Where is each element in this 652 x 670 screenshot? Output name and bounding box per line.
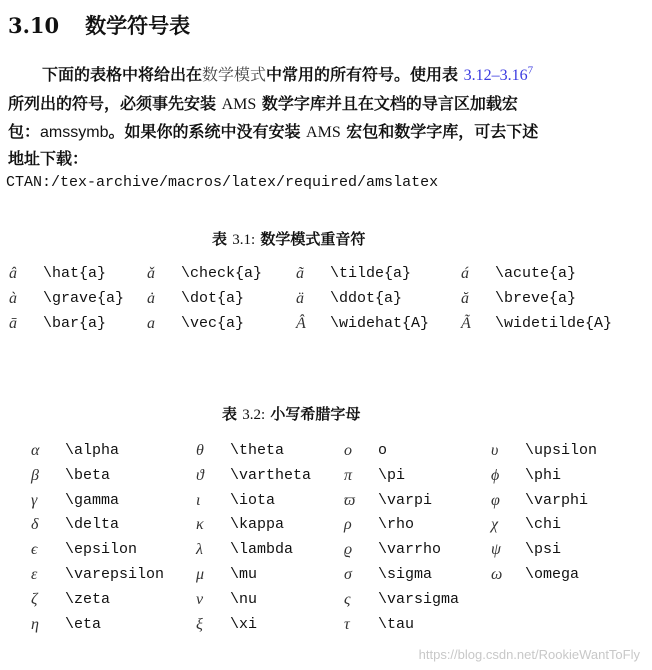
caption-number: 3.2:: [242, 407, 266, 423]
symbol-glyph: π: [344, 466, 353, 484]
latex-command: \varsigma: [378, 590, 460, 608]
latex-command: \alpha: [65, 442, 120, 459]
symbol-glyph: ς: [344, 590, 351, 608]
caption-title: 数学模式重音符: [255, 230, 366, 248]
text: 中常用的所有符号。使用表: [266, 65, 464, 84]
latex-command: \check{a}: [181, 265, 263, 282]
latex-command: \widetilde{A}: [495, 315, 613, 332]
caption-prefix: 表: [212, 230, 233, 248]
latex-command: \dot{a}: [181, 290, 245, 307]
symbol-glyph: η: [31, 615, 39, 633]
latex-command: \varphi: [525, 491, 589, 509]
symbol-glyph: ä: [296, 290, 304, 307]
latex-command: \chi: [525, 516, 562, 534]
paragraph-line-3: [8, 119, 538, 142]
latex-command: \rho: [378, 516, 415, 534]
latex-command: \lambda: [230, 541, 294, 559]
symbol-glyph: β: [31, 466, 39, 484]
section-heading: [8, 10, 190, 40]
symbol-glyph: á: [461, 265, 469, 282]
symbol-glyph: ã: [296, 265, 304, 282]
ctan-path: CTAN:/tex-archive/macros/latex/required/amslatex: [6, 174, 439, 191]
symbol-glyph: ă: [461, 290, 469, 307]
symbol-glyph: χ: [491, 516, 499, 534]
symbol-glyph: a⃗: [147, 315, 168, 332]
latex-command: \acute{a}: [495, 265, 577, 282]
paragraph-line-1: [42, 62, 533, 85]
package-name: amssymb: [40, 124, 109, 141]
symbol-glyph: ϕ: [491, 466, 500, 484]
symbol-glyph: o: [344, 442, 352, 459]
symbol-glyph: ζ: [31, 590, 38, 608]
latex-command: \pi: [378, 466, 406, 484]
ams-text: AMS: [306, 124, 341, 141]
text: 包：: [8, 122, 41, 141]
symbol-glyph: θ: [196, 442, 204, 459]
symbol-glyph: μ: [196, 566, 205, 583]
latex-command: o: [378, 442, 388, 459]
latex-command: \kappa: [230, 516, 285, 534]
symbol-glyph: σ: [344, 566, 352, 583]
latex-command: \varpi: [378, 491, 433, 509]
ams-text: AMS: [221, 96, 257, 113]
latex-command: \tau: [378, 615, 415, 633]
symbol-glyph: γ: [31, 491, 38, 509]
latex-command: \psi: [525, 541, 562, 559]
latex-command: \omega: [525, 566, 580, 583]
symbol-glyph: κ: [196, 516, 204, 534]
symbol-glyph: ι: [196, 491, 201, 509]
latex-command: \delta: [65, 516, 120, 534]
symbol-glyph: ρ: [344, 516, 352, 534]
latex-command: \nu: [230, 590, 258, 608]
symbol-glyph: ψ: [491, 541, 501, 559]
latex-command: \gamma: [65, 491, 120, 509]
symbol-glyph: φ: [491, 491, 500, 509]
latex-command: \upsilon: [525, 442, 598, 459]
latex-command: \mu: [230, 566, 258, 583]
latex-command: \varrho: [378, 541, 442, 559]
symbol-glyph: υ: [491, 442, 499, 459]
latex-command: \beta: [65, 466, 111, 484]
symbol-glyph: ϱ: [344, 541, 353, 559]
symbol-glyph: Â: [296, 315, 306, 332]
symbol-glyph: â: [9, 265, 17, 282]
latex-command: \varepsilon: [65, 566, 165, 583]
caption-prefix: 表: [222, 405, 243, 423]
latex-command: \ddot{a}: [330, 290, 403, 307]
symbol-glyph: à: [9, 290, 17, 307]
emphasis-text: 数学模式: [202, 65, 267, 84]
latex-command: \breve{a}: [495, 290, 577, 307]
latex-command: \eta: [65, 615, 102, 633]
symbol-glyph: α: [31, 442, 40, 459]
symbol-glyph: Ã: [461, 315, 471, 332]
text: 数学字库并且在文档的导言区加载宏: [256, 94, 518, 113]
symbol-glyph: ā: [9, 315, 17, 332]
latex-command: \widehat{A}: [330, 315, 430, 332]
symbol-glyph: ϖ: [344, 491, 356, 509]
latex-command: \zeta: [65, 590, 111, 608]
latex-command: \vartheta: [230, 466, 312, 484]
latex-command: \theta: [230, 442, 285, 459]
paragraph-line-4: 地址下载：: [8, 149, 89, 168]
latex-command: \hat{a}: [43, 265, 107, 282]
latex-command: \epsilon: [65, 541, 138, 559]
table-reference-link[interactable]: 3.12–3.16: [463, 67, 528, 84]
symbol-glyph: δ: [31, 516, 39, 534]
text: 宏包和数学字库，可去下述: [340, 122, 539, 141]
caption-title: 小写希腊字母: [265, 405, 361, 423]
caption-number: 3.1:: [232, 232, 256, 248]
symbol-glyph: ν: [196, 590, 204, 608]
watermark: https://blog.csdn.net/RookieWantToFly: [418, 647, 640, 662]
symbol-glyph: ȧ: [147, 290, 155, 307]
symbol-glyph: ǎ: [147, 265, 155, 282]
latex-command: \grave{a}: [43, 290, 125, 307]
section-number: 3.10: [8, 13, 60, 38]
symbol-glyph: ε: [31, 566, 38, 583]
footnote-link[interactable]: 7: [527, 64, 534, 77]
symbol-glyph: ω: [491, 566, 503, 583]
symbol-glyph: τ: [344, 615, 350, 633]
latex-command: \tilde{a}: [330, 265, 412, 282]
table-3-1-caption: [212, 228, 365, 249]
symbol-glyph: ξ: [196, 615, 203, 633]
section-title: 数学符号表: [85, 13, 191, 38]
latex-command: \bar{a}: [43, 315, 107, 332]
symbol-glyph: λ: [196, 541, 203, 559]
text: 。如果你的系统中没有安装: [108, 122, 307, 141]
latex-command: \sigma: [378, 566, 433, 583]
text: 下面的表格中将给出在: [42, 65, 203, 84]
symbol-glyph: ϵ: [31, 541, 38, 559]
symbol-glyph: ϑ: [196, 466, 204, 484]
paragraph-line-2: [8, 91, 518, 114]
latex-command: \xi: [230, 615, 258, 633]
text: 所列出的符号，必须事先安装: [8, 94, 222, 113]
latex-command: \phi: [525, 466, 562, 484]
latex-command: \vec{a}: [181, 315, 245, 332]
latex-command: \iota: [230, 491, 276, 509]
table-3-2-caption: [222, 403, 360, 424]
